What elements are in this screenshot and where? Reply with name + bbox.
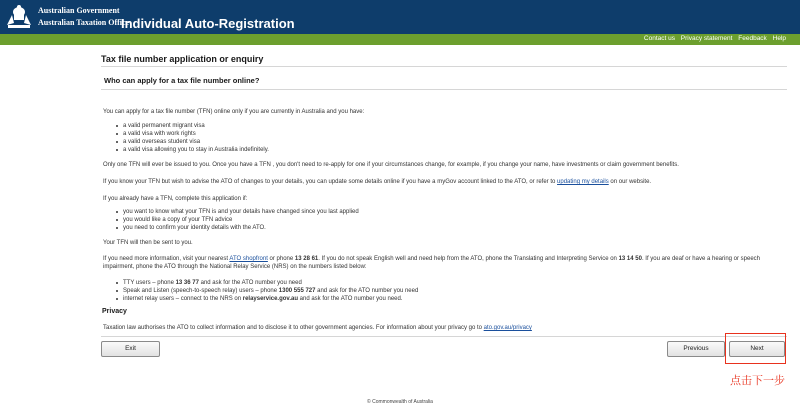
phone-number: 1300 555 727 (278, 288, 316, 294)
list-item: you need to confirm your identity details with the ATO. (123, 225, 266, 231)
list-text: and ask for the ATO number you need (315, 288, 419, 294)
intro-text: You can apply for a tax file number (TFN) online only if you are currently in Australia and you have: (103, 109, 365, 115)
privacy-text (103, 325, 532, 331)
list-item (123, 280, 302, 286)
top-links (640, 35, 786, 42)
header-banner (0, 0, 800, 34)
more-info-4: . If you are deaf or have a hearing or speech impairment, phone the ATO through the National Relay Service (NRS) on the numbers listed below: (103, 256, 761, 270)
coat-of-arms-icon (4, 3, 34, 31)
update-details-text (103, 179, 651, 185)
update-details-post: on our website. (608, 179, 652, 185)
list-text: internet relay users – connect to the NRS on (123, 296, 243, 302)
help-link[interactable]: Help (772, 35, 786, 42)
exit-button[interactable]: Exit (101, 341, 160, 357)
next-button[interactable]: Next (729, 341, 785, 357)
annotation-label: 点击下一步 (730, 374, 785, 387)
phone-number: 13 28 61 (294, 256, 319, 262)
list-text: TTY users – phone (123, 280, 176, 286)
list-text: Speak and Listen (speech-to-speech relay) users – phone (123, 288, 279, 294)
list-item: you want to know what your TFN is and your details have changed since you last applied (123, 209, 359, 215)
more-info-1: If you need more information, visit your nearest (103, 256, 230, 262)
list-item: a valid visa allowing you to stay in Australia indefinitely. (123, 147, 269, 153)
page-title: Tax file number application or enquiry (101, 54, 264, 64)
phone-number: 13 36 77 (175, 280, 199, 286)
already-have-text: If you already have a TFN, complete this application if: (103, 196, 248, 202)
list-text: and ask for the ATO number you need. (298, 296, 403, 302)
updating-my-details-link[interactable]: updating my details (557, 179, 609, 185)
phone-number: 13 14 50 (618, 256, 642, 262)
privacy-statement-link[interactable]: Privacy statement (680, 35, 733, 42)
feedback-link[interactable]: Feedback (738, 35, 767, 42)
list-item (123, 288, 418, 294)
list-item: a valid permanent migrant visa (123, 123, 205, 129)
list-item: a valid overseas student visa (123, 139, 201, 145)
divider (101, 89, 787, 90)
privacy-heading: Privacy (102, 308, 127, 315)
privacy-link[interactable]: ato.gov.au/privacy (483, 325, 532, 331)
highlight-box (725, 333, 786, 364)
more-info-2: or phone (267, 256, 295, 262)
app-title: Individual Auto-Registration (121, 16, 295, 31)
contact-us-link[interactable]: Contact us (643, 35, 675, 42)
ato-shopfront-link[interactable]: ATO shopfront (229, 256, 268, 262)
footer-copyright: © Commonwealth of Australia (367, 399, 433, 405)
privacy-text-pre: Taxation law authorises the ATO to collect information and to disclose it to other government agencies. For information about your privacy go to (103, 325, 484, 331)
list-item (123, 296, 403, 302)
gov-name: Australian Government (38, 6, 120, 15)
list-item: a valid visa with work rights (123, 131, 196, 137)
sent-text: Your TFN will then be sent to you. (103, 240, 193, 246)
relay-url: relayservice.gov.au (242, 296, 298, 302)
one-tfn-text: Only one TFN will ever be issued to you. Once you have a TFN , you don't need to re-apply for one if your circumstances change, for example, if you change your name, have investments or claim government benefits. (103, 162, 679, 168)
more-info-3: . If you do not speak English well and need help from the ATO, phone the Translating and Interpreting Service on (318, 256, 619, 262)
divider (101, 336, 787, 337)
previous-button[interactable]: Previous (667, 341, 725, 357)
divider (101, 66, 787, 67)
list-item: you would like a copy of your TFN advice (123, 217, 233, 223)
more-info-text (103, 255, 793, 271)
update-details-pre: If you know your TFN but wish to advise the ATO of changes to your details, you can update some details online if you have a myGov account linked to the ATO, or refer to (103, 179, 558, 185)
list-text: and ask for the ATO number you need (198, 280, 302, 286)
section-question: Who can apply for a tax file number online? (104, 76, 260, 85)
agency-name: Australian Taxation Office (38, 18, 130, 27)
